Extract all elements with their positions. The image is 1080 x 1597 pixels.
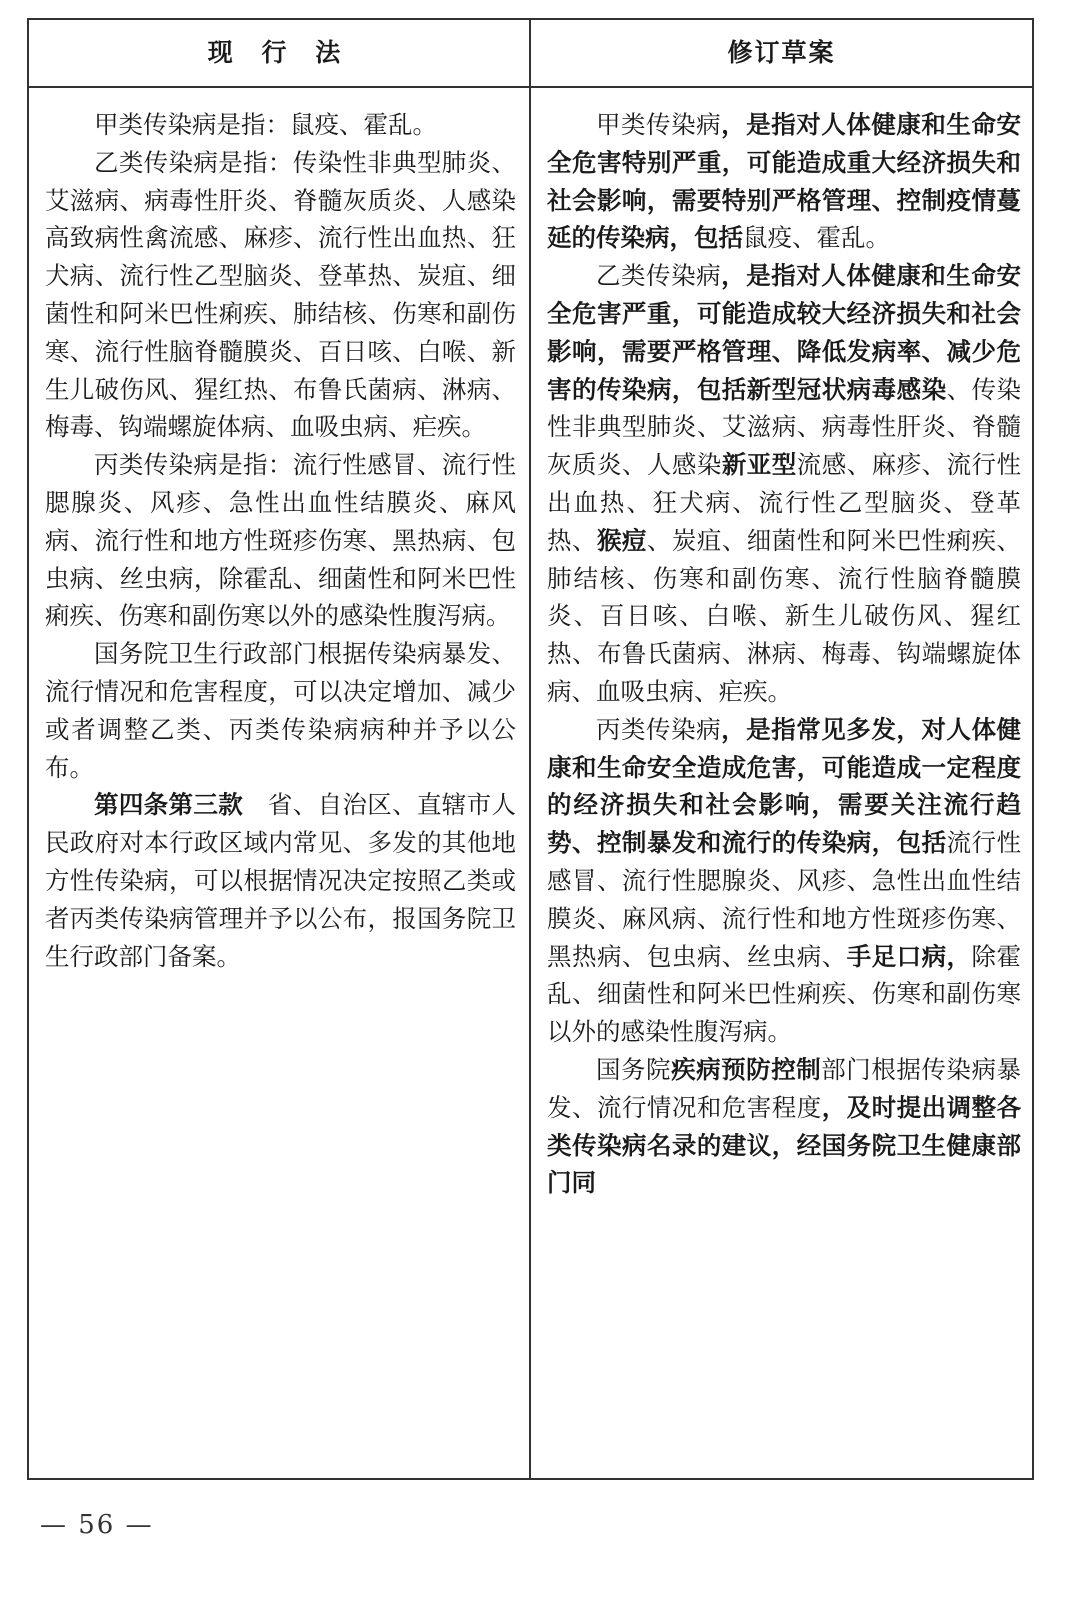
current-law-column (45, 106, 516, 975)
page-number: — 56 — (40, 1510, 154, 1540)
draft-text: 部门根据传染病暴发、流行情况和危害程度 (547, 1054, 1021, 1122)
current-law-para-class-c: 丙类传染病是指：流行性感冒、流行性腮腺炎、风疹、急性出血性结膜炎、麻风病、流行性和地方性斑疹伤寒、黑热病、包虫病、丝虫病，除霍乱、细菌性和阿米巴性痢疾、伤寒和副伤寒以外的感染性腹泻病。 (45, 450, 516, 631)
draft-added-text: ，是指常见多发，对人体健康和生命安全造成危害，可能造成一定程度的经济损失和社会影响，需要关注流行趋势、控制暴发和流行的传染病，包括 (547, 714, 1021, 858)
comparison-table (27, 18, 1034, 1480)
draft-added-text: 新亚型 (721, 450, 797, 480)
draft-text: 鼠疫、霍乱。 (743, 223, 890, 253)
column-divider (529, 20, 531, 1478)
draft-text: 流感、麻疹、流行性出血热、狂犬病、流行性乙型脑炎、登革热、 (547, 450, 1022, 555)
draft-para-class-a (547, 106, 1021, 257)
current-law-para-class-a: 甲类传染病是指：鼠疫、霍乱。 (94, 110, 437, 139)
draft-added-text: ，是指对人体健康和生命安全危害特别严重，可能造成重大经济损失和社会影响，需要特别严格管理、控制疫情蔓延的传染病，包括 (547, 110, 1021, 253)
draft-text: 流行性感冒、流行性腮腺炎、风疹、急性出血性结膜炎、麻风病、流行性和地方性斑疹伤寒、黑热病、包虫病、丝虫病、 (547, 828, 1022, 971)
draft-added-text: ，是指对人体健康和生命安全危害严重，可能造成较大经济损失和社会影响，需要严格管理、降低发病率、减少危害的传染病，包括新型冠状病毒感染 (547, 261, 1021, 404)
draft-para-class-b (547, 257, 1021, 711)
draft-added-text: 疾病预防控制 (671, 1054, 822, 1084)
header-revised-draft: 修订草案 (727, 38, 836, 67)
draft-added-text: 猴痘 (596, 525, 647, 555)
draft-text: 乙类传染病 (596, 261, 722, 291)
current-law-para-article4 (45, 786, 516, 975)
current-law-para-class-b: 乙类传染病是指：传染性非典型肺炎、艾滋病、病毒性肝炎、脊髓灰质炎、人感染高致病性禽流感、麻疹、流行性出血热、狂犬病、流行性乙型脑炎、登革热、炭疽、细菌性和阿米巴性痢疾、肺结核、伤寒和副伤寒、流行性脑脊髓膜炎、百日咳、白喉、新生儿破伤风、猩红热、布鲁氏菌病、淋病、梅毒、钩端螺旋体病、血吸虫病、疟疾。 (45, 147, 516, 442)
draft-text: 、炭疽、细菌性和阿米巴性痢疾、肺结核、伤寒和副伤寒、流行性脑脊髓膜炎、百日咳、白喉、新生儿破伤风、猩红热、布鲁氏菌病、淋病、梅毒、钩端螺旋体病、血吸虫病、疟疾。 (547, 525, 1022, 706)
draft-text: 、传染性非典型肺炎、艾滋病、病毒性肝炎、脊髓灰质炎、人感染 (547, 374, 1022, 480)
draft-text: 除霍乱、细菌性和阿米巴性痢疾、伤寒和副伤寒以外的感染性腹泻病。 (547, 941, 1022, 1047)
draft-text: 国务院 (596, 1054, 672, 1084)
article-reference: 第四条第三款 (94, 790, 244, 820)
draft-text: 甲类传染病 (596, 110, 722, 139)
revised-draft-column (547, 106, 1021, 1202)
current-law-para-authority: 国务院卫生行政部门根据传染病暴发、流行情况和危害程度，可以决定增加、减少或者调整乙类、丙类传染病病种并予以公布。 (45, 639, 516, 782)
header-current-law: 现 行 法 (207, 38, 351, 67)
draft-added-text: ，及时提出调整各类传染病名录的建议，经国务院卫生健康部门同 (547, 1092, 1022, 1198)
article-text: 省、自治区、直辖市人民政府对本行政区域内常见、多发的其他地方性传染病，可以根据情况决定按照乙类或者丙类传染病管理并予以公布，报国务院卫生行政部门备案。 (45, 790, 516, 971)
draft-para-class-c (547, 711, 1021, 1051)
draft-para-authority (547, 1051, 1021, 1202)
draft-text: 丙类传染病 (596, 714, 722, 744)
draft-added-text: 手足口病， (846, 941, 972, 971)
